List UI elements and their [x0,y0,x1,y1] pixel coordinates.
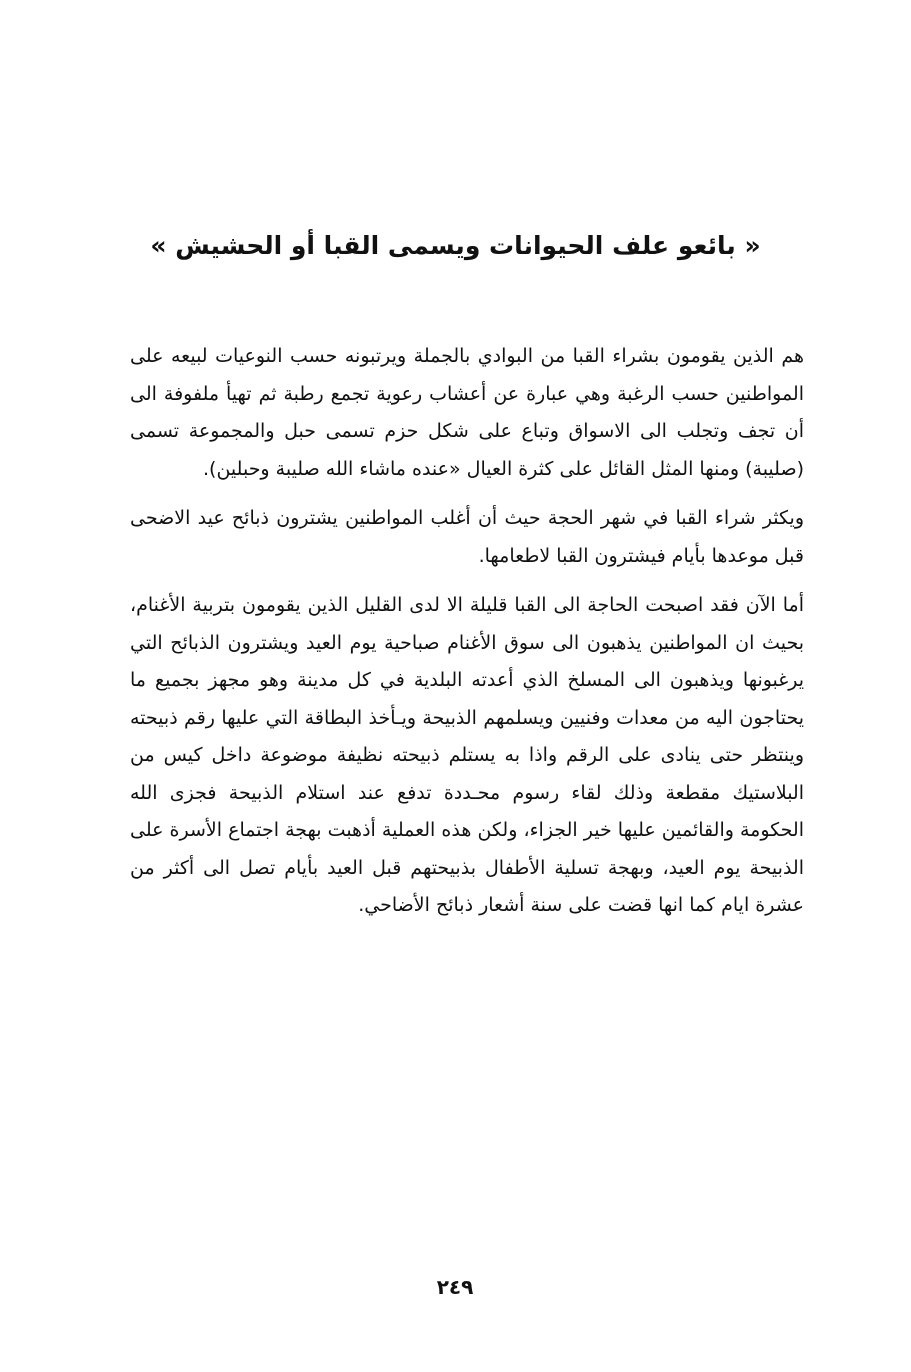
paragraph: ويكثر شراء القبا في شهر الحجة حيث أن أغلب المواطنين يشترون ذبائح عيد الاضحى قبل موعدها بأيام فيشترون القبا لاطعامها. [130,507,804,567]
paragraph: أما الآن فقد اصبحت الحاجة الى القبا قليلة الا لدى القليل الذين يقومون بتربية الأغنام، بحيث ان المواطنين يذهبون الى سوق الأغنام صباحية يوم العيد ويشترون الذبائح التي يرغبونها ويذهبون الى المسلخ الذي أعدته البلدية في كل مدينة وهو مجهز بجميع ما يحتاجون اليه من معدات وفنيين ويسلمهم الذبيحة ويـأخذ البطاقة التي عليها رقم ذبيحته وينتظر حتى ينادى على الرقم واذا به يستلم ذبيحته نظيفة موضوعة داخل كيس من البلاستيك مقطعة وذلك لقاء رسوم محـددة تدفع عند استلام الذبيحة فجزى الله الحكومة والقائمين عليها خير الجزاء، ولكن هذه العملية أذهبت بهجة اجتماع الأسرة على الذبيحة يوم العيد، وبهجة تسلية الأطفال بذبيحتهم قبل العيد بأيام تصل الى أكثر من عشرة ايام كما انها قضت على سنة أشعار ذبائح الأضاحي. [130,594,804,916]
body-text [130,338,804,937]
section-title: « بائعو علف الحيوانات ويسمى القبا أو الحشيش » [150,231,761,260]
paragraph: هم الذين يقومون بشراء القبا من البوادي بالجملة ويرتبونه حسب النوعيات لبيعه على المواطنين حسب الرغبة وهي عبارة عن أعشاب رعوية تجمع رطبة ثم تهيأ ملفوفة الى أن تجف وتجلب الى الاسواق وتباع على شكل حزم تسمى حبل والمجموعة تسمى (صليبة) ومنها المثل القائل على كثرة العيال «عنده ماشاء الله صليبة وحبلين). [130,345,804,480]
page-number: ٢٤٩ [436,1275,474,1299]
